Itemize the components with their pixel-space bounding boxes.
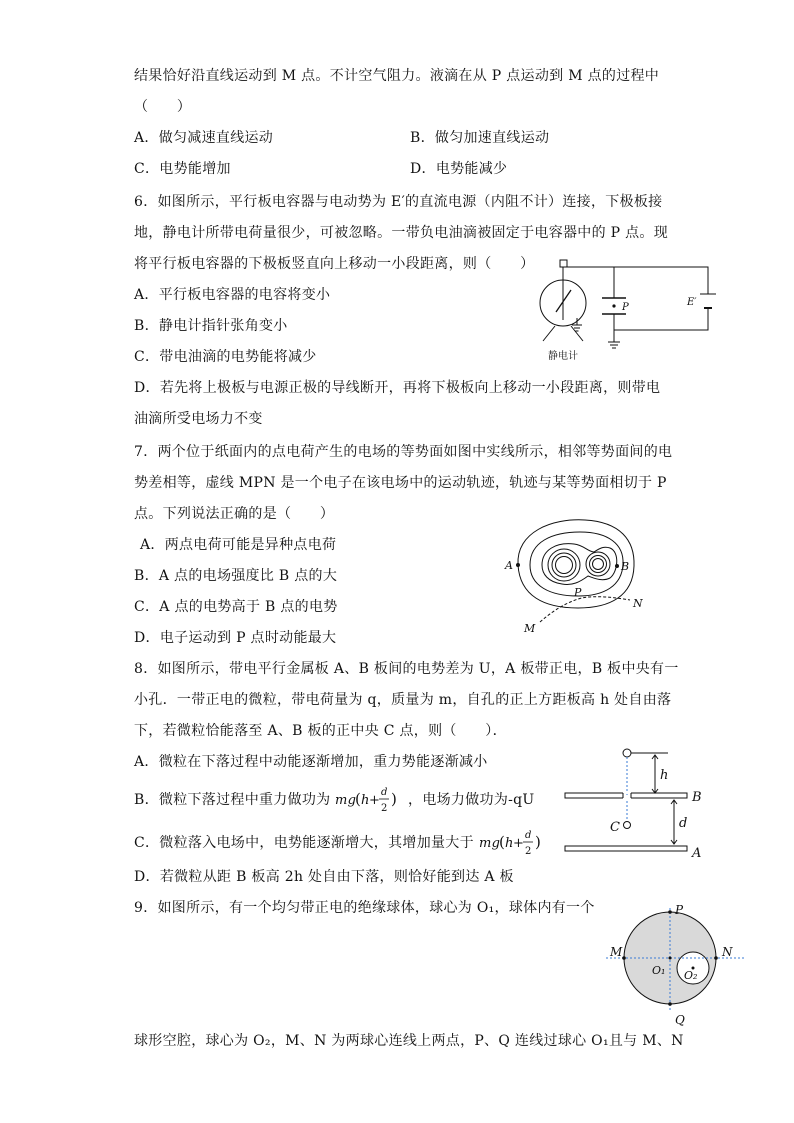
q8-option-b-text-2: ，电场力做功为-qU	[408, 792, 535, 808]
q8-option-c	[134, 826, 547, 856]
svg-text:): )	[534, 833, 541, 851]
formula-numerator: d	[381, 787, 388, 798]
q6-stem-line-2: 地，静电计所带电荷量很少，可被忽略。一带负电油滴被固定于电容器中的 P 点。现	[134, 225, 669, 241]
q9-stem-line-1: 9．如图所示，有一个均匀带正电的绝缘球体，球心为 O₁，球体内有一个	[134, 900, 595, 916]
q8-stem-line-2: 小孔．一带正电的微粒，带电荷量为 q，质量为 m，自孔的正上方距板高 h 处自由落	[134, 692, 672, 708]
q8-option-d: D．若微粒从距 B 板高 2h 处自由下落，则恰好能到达 A 板	[134, 869, 514, 885]
q5-option-c: C．电势能增加	[134, 161, 231, 177]
q7-stem-line-2: 势差相等，虚线 MPN 是一个电子在该电场中的运动轨迹，轨迹与某等势面相切于 P	[134, 475, 667, 491]
point-p-dot	[668, 910, 672, 914]
q6-option-b: B．静电计指针张角变小	[134, 318, 288, 334]
label-m: M	[524, 622, 536, 635]
label-a: A	[505, 559, 513, 572]
formula-denominator: 2	[524, 846, 532, 857]
q9-stem-line-2: 球形空腔，球心为 O₂，M、N 为两球心连线上两点，P、Q 连线过球心 O₁且与 M、N	[134, 1033, 684, 1049]
q7-stem-line-1: 7．两个位于纸面内的点电荷产生的电场的等势面如图中实线所示，相邻等势面间的电	[134, 444, 673, 460]
formula-mg: mg	[478, 836, 500, 851]
q7-stem-line-3: 点。下列说法正确的是（ ）	[134, 506, 335, 522]
q8-option-b-text: B．微粒下落过程中重力做功为	[134, 792, 331, 808]
label-b-plate: B	[692, 790, 702, 805]
formula-plus: +	[369, 793, 381, 808]
q8-option-b	[134, 783, 535, 813]
formula-denominator: 2	[381, 803, 388, 814]
formula-mg: mg	[335, 793, 357, 808]
label-o2: O₂	[684, 969, 698, 982]
q8-option-c-text: C．微粒落入电场中，电势能逐渐增大，其增加量大于	[134, 835, 474, 851]
label-m: M	[610, 945, 623, 959]
q6-option-c: C．带电油滴的电势能将减少	[134, 349, 317, 365]
q7-equipotential-figure	[500, 510, 660, 635]
label-o1: O₁	[652, 964, 666, 977]
svg-text:(: (	[498, 833, 505, 851]
point-m-dot	[622, 956, 626, 960]
q5-option-a: A．做匀减速直线运动	[134, 130, 274, 146]
point-p-label: P	[622, 302, 629, 313]
q6-option-d-line-2: 油滴所受电场力不变	[134, 411, 263, 427]
label-q: Q	[675, 1013, 685, 1027]
q8-option-a: A．微粒在下落过程中动能逐渐增加，重力势能逐渐减小	[134, 754, 488, 770]
emf-label: E′	[687, 297, 697, 308]
q5-answer-blank: （ ）	[134, 99, 192, 115]
q8-stem-line-1: 8．如图所示，带电平行金属板 A、B 板间的电势差为 U，A 板带正电，B 板中央有一	[134, 661, 679, 677]
formula-h: h	[361, 793, 370, 808]
q8-option-b-formula	[335, 783, 403, 817]
q6-option-d-line-1: D．若先将上极板与电源正极的导线断开，再将下极板向上移动一小段距离，则带电	[134, 380, 661, 396]
point-n-dot	[714, 956, 718, 960]
label-c: C	[610, 820, 620, 835]
formula-h: h	[504, 836, 514, 851]
q8-parallel-plates-figure	[560, 745, 710, 860]
label-a-plate: A	[692, 846, 702, 861]
q7-option-d: D．电子运动到 P 点时动能最大	[134, 630, 337, 646]
q7-option-a: A．两点电荷可能是异种点电荷	[140, 537, 337, 553]
q6-capacitor-circuit-figure	[530, 258, 720, 363]
svg-text:): )	[391, 790, 398, 808]
point-q-dot	[668, 1002, 672, 1006]
label-p: P	[574, 586, 582, 599]
q6-stem-line-1: 6．如图所示，平行板电容器与电动势为 E′的直流电源（内阻不计）连接，下极板接	[134, 194, 663, 210]
q7-option-b: B．A 点的电场强度比 B 点的大	[134, 568, 338, 584]
q7-option-c: C．A 点的电势高于 B 点的电势	[134, 599, 338, 615]
label-p: P	[675, 903, 684, 917]
q5-option-d: D．电势能减少	[410, 161, 508, 177]
q5-stem-line: 结果恰好沿直线运动到 M 点。不计空气阻力。液滴在从 P 点运动到 M 点的过程中	[134, 68, 660, 84]
oil-droplet-point	[612, 304, 615, 307]
q8-option-c-formula	[479, 826, 547, 860]
center-o1-dot	[669, 957, 672, 960]
label-b: B	[621, 560, 630, 573]
point-a-dot	[516, 563, 520, 567]
svg-text:(: (	[355, 790, 362, 808]
point-b-dot	[615, 564, 619, 568]
formula-numerator: d	[524, 830, 532, 841]
q6-option-a: A．平行板电容器的电容将变小	[134, 287, 331, 303]
q9-charged-sphere-figure	[600, 896, 760, 1031]
q8-stem-line-3: 下，若微粒恰能落至 A、B 板的正中央 C 点，则（ ）．	[134, 723, 507, 739]
q6-stem-line-3: 将平行板电容器的下极板竖直向上移动一小段距离，则（ ）	[134, 256, 535, 272]
label-h: h	[660, 768, 669, 783]
label-d: d	[679, 816, 688, 831]
q5-option-b: B．做匀加速直线运动	[410, 130, 550, 146]
electrometer-label: 静电计	[548, 351, 578, 362]
label-n: N	[633, 597, 643, 610]
label-n: N	[722, 945, 733, 959]
formula-plus: +	[512, 836, 524, 851]
